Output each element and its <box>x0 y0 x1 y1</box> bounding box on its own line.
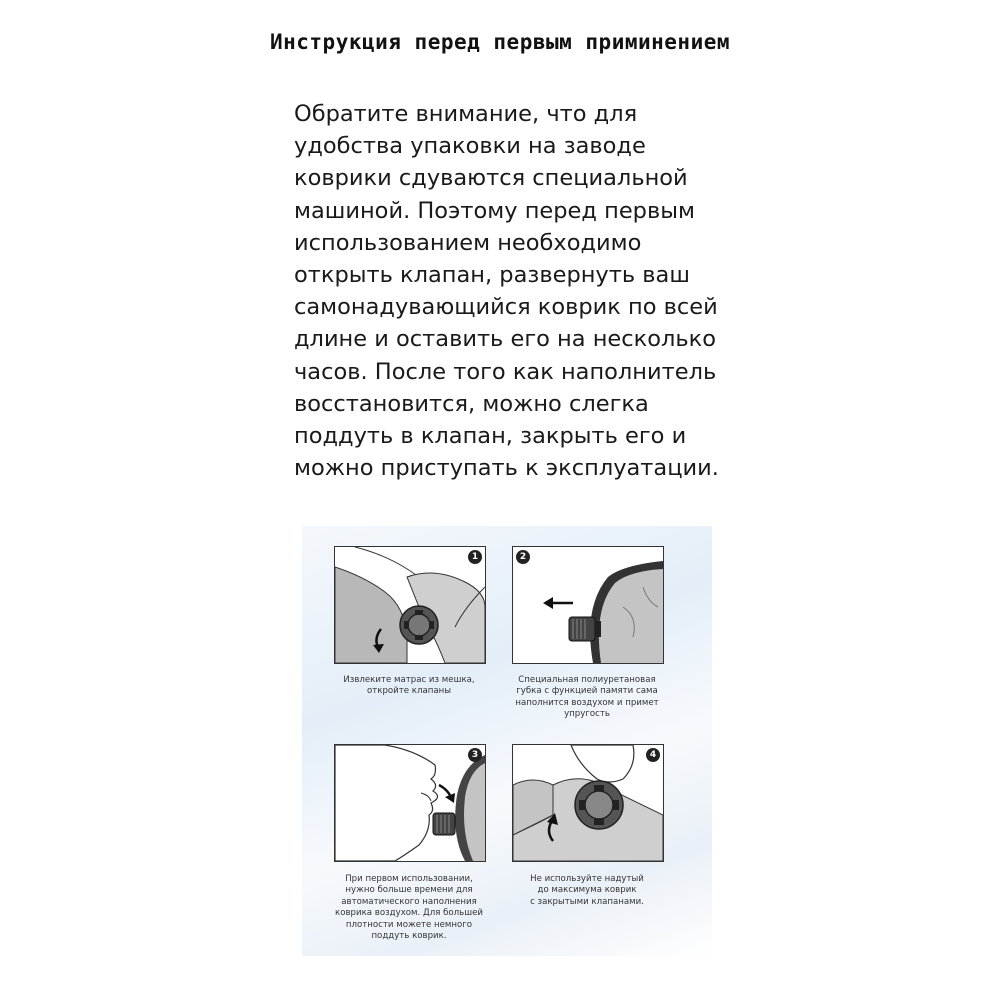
valve-icon <box>575 781 623 829</box>
arrow-left-icon <box>543 597 573 609</box>
step-2-number: 2 <box>516 550 530 564</box>
step-4-number: 4 <box>646 748 660 762</box>
step-4-caption: Не используйте надутый до максимума коврик с закрытыми клапанами. <box>530 874 644 907</box>
step-2-caption: Специальная полиуретановая губка с функцией памяти сама наполнится воздухом и примет упругость <box>515 675 659 720</box>
step-2-illustration <box>513 547 663 663</box>
step-1-illustration <box>335 547 485 663</box>
step-2-panel <box>512 546 664 664</box>
step-3-number: 3 <box>468 748 482 762</box>
instruction-illustration <box>302 526 712 956</box>
step-3-panel <box>334 744 486 862</box>
step-1-panel <box>334 546 486 664</box>
face-icon <box>335 745 438 861</box>
valve-icon <box>400 606 438 644</box>
valve-icon <box>433 813 455 835</box>
step-3-illustration <box>335 745 485 861</box>
step-3-caption: При первом использовании, нужно больше времени для автоматического наполнения коврика воздухом. Для большей плотности можете немного поддуть коврик. <box>335 874 483 942</box>
step-4-panel <box>512 744 664 862</box>
hand-icon <box>571 745 634 782</box>
mat-icon <box>590 561 663 663</box>
instructions-paragraph: Обратите внимание, что для удобства упаковки на заводе коврики сдуваются специальной машиной. Поэтому перед первым использованием необходимо открыть клапан, развернуть ваш самонадувающийся коврик по всей длине и оставить его на несколько часов. После того как наполнитель восстановится, можно слегка поддуть в клапан, закрыть его и можно приступать к эксплуатации. <box>294 101 719 482</box>
page-title: Инструкция перед первым приминением <box>269 30 730 54</box>
step-4-illustration <box>513 745 663 861</box>
arrow-right-icon <box>439 785 455 803</box>
step-1-caption: Извлеките матрас из мешка, откройте клапаны <box>343 675 475 697</box>
step-1-number: 1 <box>468 550 482 564</box>
